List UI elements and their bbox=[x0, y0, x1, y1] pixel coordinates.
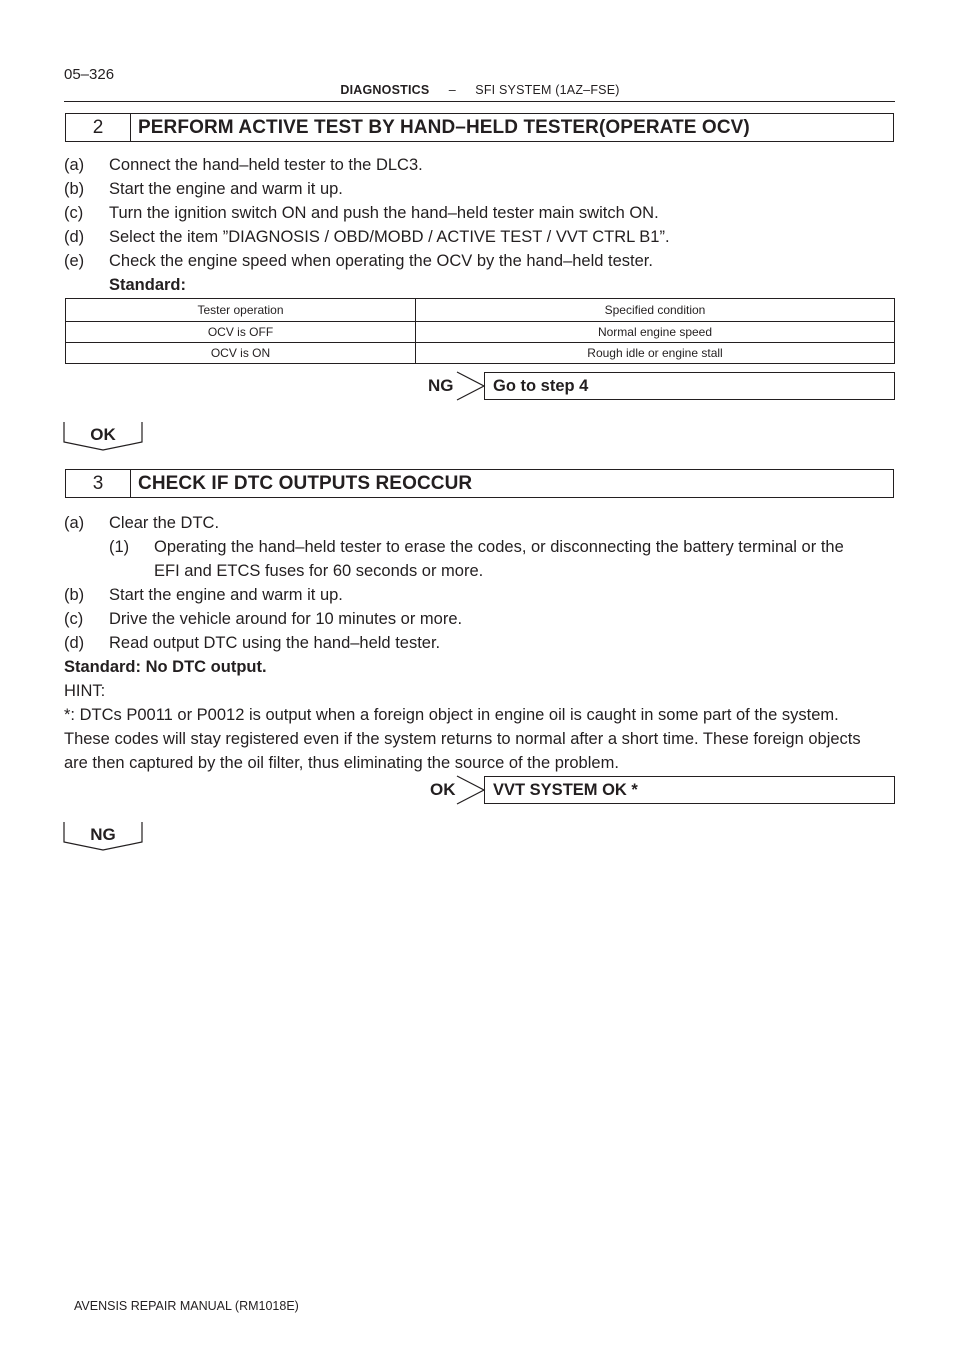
table-row bbox=[66, 322, 895, 343]
item-letter: (b) bbox=[64, 586, 85, 604]
hint-line: are then captured by the oil filter, thus eliminating the source of the problem. bbox=[64, 754, 619, 772]
subitem-text: Operating the hand–held tester to erase the codes, or disconnecting the battery terminal or the bbox=[154, 538, 844, 556]
branch-arrow-icon bbox=[455, 371, 487, 401]
step-3-item bbox=[64, 514, 220, 533]
step-2-title: PERFORM ACTIVE TEST BY HAND–HELD TESTER(OPERATE OCV) bbox=[138, 116, 750, 138]
step-3-header bbox=[65, 469, 894, 498]
item-text: Connect the hand–held tester to the DLC3. bbox=[109, 156, 423, 174]
item-text: Turn the ignition switch ON and push the hand–held tester main switch ON. bbox=[109, 204, 659, 222]
item-text: Drive the vehicle around for 10 minutes or more. bbox=[109, 610, 463, 628]
page-number: 05–326 bbox=[64, 66, 115, 83]
table-header-cell: Specified condition bbox=[416, 299, 895, 322]
table-cell: OCV is OFF bbox=[66, 322, 416, 343]
step-2-number: 2 bbox=[66, 114, 131, 141]
step-3-item bbox=[64, 586, 343, 605]
ng-label: NG bbox=[90, 825, 116, 844]
header-separator: – bbox=[448, 83, 456, 97]
spec-table bbox=[65, 298, 895, 364]
step-3-item bbox=[64, 634, 441, 653]
ok-label: OK bbox=[430, 780, 456, 799]
step-2-header bbox=[65, 113, 894, 142]
step-3-item bbox=[64, 610, 463, 629]
header-rule bbox=[64, 101, 895, 102]
item-letter: (a) bbox=[64, 514, 85, 532]
subitem-continuation: EFI and ETCS fuses for 60 seconds or more. bbox=[154, 562, 484, 580]
ok-action-box: VVT SYSTEM OK * bbox=[484, 776, 895, 804]
table-header-row bbox=[66, 299, 895, 322]
step-2-item bbox=[64, 228, 670, 247]
item-letter: (d) bbox=[64, 634, 85, 652]
table-cell: Rough idle or engine stall bbox=[416, 343, 895, 364]
step-3-title: CHECK IF DTC OUTPUTS REOCCUR bbox=[138, 472, 473, 494]
table-row bbox=[66, 343, 895, 364]
branch-arrow-icon bbox=[455, 775, 487, 805]
item-text: Clear the DTC. bbox=[109, 514, 220, 532]
step-3-subitem bbox=[109, 538, 844, 557]
header-system: SFI SYSTEM (1AZ–FSE) bbox=[475, 83, 620, 97]
item-text: Select the item ”DIAGNOSIS / OBD/MOBD / ACTIVE TEST / VVT CTRL B1”. bbox=[109, 228, 670, 246]
item-letter: (e) bbox=[64, 252, 85, 270]
standard-label: Standard: bbox=[109, 276, 187, 294]
table-header-cell: Tester operation bbox=[66, 299, 416, 322]
step-2-item bbox=[64, 204, 659, 223]
item-letter: (c) bbox=[64, 204, 84, 222]
item-letter: (b) bbox=[64, 180, 85, 198]
table-cell: OCV is ON bbox=[66, 343, 416, 364]
item-letter: (c) bbox=[64, 610, 84, 628]
ok-label: OK bbox=[90, 425, 116, 444]
item-text: Read output DTC using the hand–held tester. bbox=[109, 634, 441, 652]
item-letter: (d) bbox=[64, 228, 85, 246]
table-cell: Normal engine speed bbox=[416, 322, 895, 343]
step-3-number: 3 bbox=[66, 470, 131, 497]
header-section: DIAGNOSTICS bbox=[340, 83, 430, 97]
hint-line: These codes will stay registered even if the system returns to normal after a short time. These foreign objects bbox=[64, 730, 861, 748]
hint-line: *: DTCs P0011 or P0012 is output when a foreign object in engine oil is caught in some part of the system. bbox=[64, 706, 839, 724]
footer-manual-title: AVENSIS REPAIR MANUAL (RM1018E) bbox=[74, 1299, 299, 1313]
step-2-item bbox=[64, 156, 423, 175]
hint-label: HINT: bbox=[64, 682, 106, 700]
item-letter: (a) bbox=[64, 156, 85, 174]
ng-action-box: Go to step 4 bbox=[484, 372, 895, 400]
subitem-number: (1) bbox=[109, 538, 130, 556]
running-header bbox=[0, 83, 960, 97]
step-2-item bbox=[64, 252, 653, 271]
item-text: Start the engine and warm it up. bbox=[109, 180, 343, 198]
item-text: Start the engine and warm it up. bbox=[109, 586, 343, 604]
step-2-item bbox=[64, 180, 343, 199]
standard-statement: Standard: No DTC output. bbox=[64, 658, 267, 676]
ng-label: NG bbox=[428, 376, 454, 395]
item-text: Check the engine speed when operating the OCV by the hand–held tester. bbox=[109, 252, 653, 270]
